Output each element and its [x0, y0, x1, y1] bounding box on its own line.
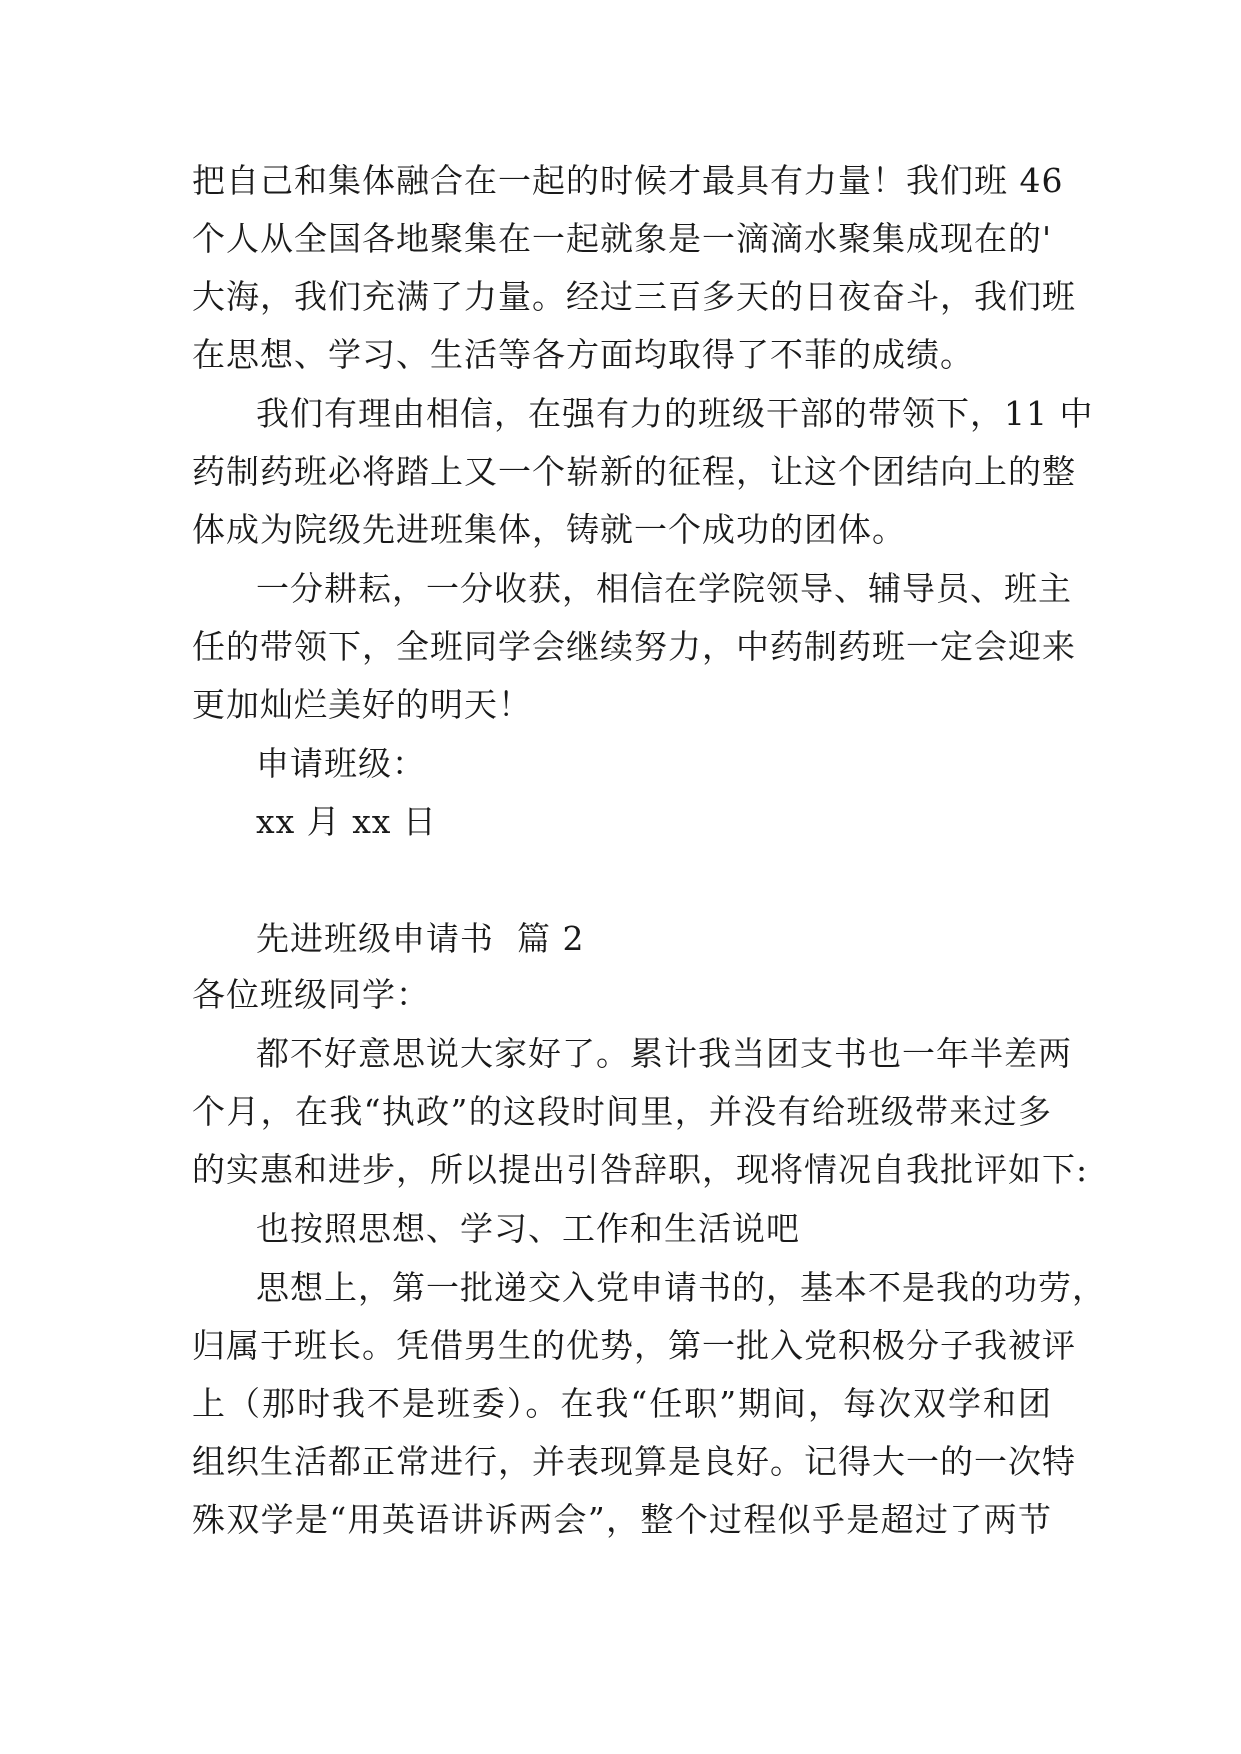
paragraph-6-line-5: 殊双学是“用英语讲诉两会”，整个过程似乎是超过了两节	[192, 1500, 1052, 1539]
paragraph-4-line-3: 的实惠和进步，所以提出引咎辞职，现将情况自我批评如下:	[192, 1150, 1089, 1189]
greeting: 各位班级同学：	[192, 975, 430, 1014]
paragraph-2-line-1: 我们有理由相信，在强有力的班级干部的带领下，11 中	[256, 394, 1094, 433]
paragraph-2-line-2: 药制药班必将踏上又一个崭新的征程，让这个团结向上的整	[192, 452, 1076, 491]
paragraph-1-line-4: 在思想、学习、生活等各方面均取得了不菲的成绩。	[192, 335, 974, 374]
paragraph-3-line-1: 一分耕耘，一分收获，相信在学院领导、辅导员、班主	[256, 569, 1072, 608]
paragraph-4-line-1: 都不好意思说大家好了。累计我当团支书也一年半差两	[256, 1034, 1072, 1073]
paragraph-3-line-3: 更加灿烂美好的明天！	[192, 685, 532, 724]
paragraph-5: 也按照思想、学习、工作和生活说吧	[256, 1209, 800, 1248]
paragraph-1-line-1: 把自己和集体融合在一起的时候才最具有力量！我们班 46	[192, 161, 1064, 200]
signature-class: 申请班级：	[256, 744, 426, 783]
paragraph-1-line-2: 个人从全国各地聚集在一起就象是一滴滴水聚集成现在的'	[192, 219, 1053, 258]
paragraph-6-line-2: 归属于班长。凭借男生的优势，第一批入党积极分子我被评	[192, 1326, 1076, 1365]
paragraph-2-line-3: 体成为院级先进班集体，铸就一个成功的团体。	[192, 510, 906, 549]
paragraph-6-line-1: 思想上，第一批递交入党申请书的，基本不是我的功劳，	[256, 1268, 1106, 1307]
paragraph-4-line-2: 个月，在我“执政”的这段时间里，并没有给班级带来过多	[192, 1092, 1052, 1131]
paragraph-1-line-3: 大海，我们充满了力量。经过三百多天的日夜奋斗，我们班	[192, 277, 1076, 316]
paragraph-6-line-4: 组织生活都正常进行，并表现算是良好。记得大一的一次特	[192, 1442, 1076, 1481]
paragraph-6-line-3: 上（那时我不是班委）。在我“任职”期间，每次双学和团	[192, 1384, 1052, 1423]
paragraph-3-line-2: 任的带领下，全班同学会继续努力，中药制药班一定会迎来	[192, 627, 1076, 666]
signature-date: xx 月 xx 日	[256, 802, 437, 841]
section-title: 先进班级申请书 篇 2	[256, 919, 585, 958]
